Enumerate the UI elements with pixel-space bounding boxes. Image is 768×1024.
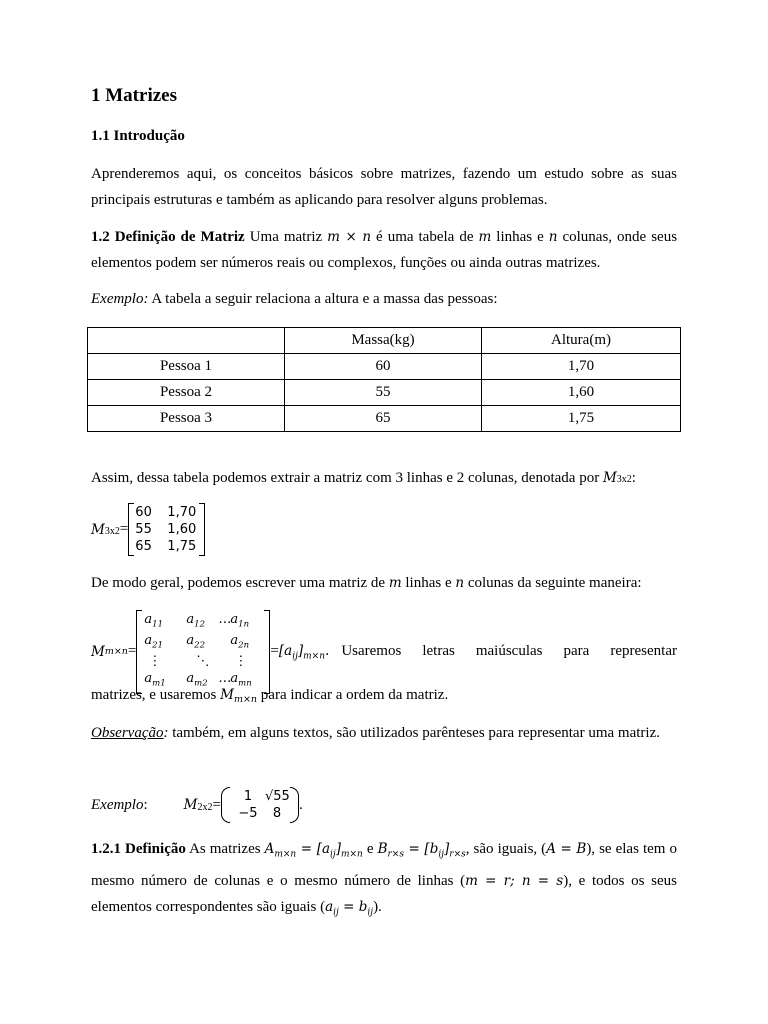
table-cell: 55 — [285, 380, 482, 406]
definition-text-1: Uma matriz — [249, 229, 323, 245]
definition-text-4: colunas, onde seus elementos podem ser números reais ou complexos, funções ou ainda outras matrizes. — [91, 229, 678, 271]
matrix-symbol: M — [183, 797, 198, 813]
matrix-cell: −5 — [238, 806, 258, 821]
matrix-subscript: 3x2 — [104, 526, 120, 537]
table-header-row — [88, 328, 681, 354]
table-cell: Pessoa 1 — [88, 354, 285, 380]
right-bracket — [264, 610, 270, 694]
n-symbol: n — [455, 575, 465, 591]
matrix-cells — [231, 788, 289, 822]
vertical-dots: ⋮ — [234, 654, 248, 670]
table-header-cell: Altura(m) — [482, 328, 681, 354]
dimension-symbol: m × n — [327, 229, 372, 245]
matrix-cells — [135, 504, 197, 555]
matrix-subscript: m×n — [233, 694, 258, 705]
table-header-cell: Massa(kg) — [285, 328, 482, 354]
intro-paragraph: Aprenderemos aqui, os conceitos básicos sobre matrizes, fazendo um estudo sobre as suas principais estruturas e também as aplicando para resolver alguns problemas. — [91, 166, 677, 208]
matrix-symbol: M — [91, 521, 105, 538]
subsection-title-text: Introdução — [113, 128, 185, 144]
example-label: Exemplo — [91, 796, 144, 813]
def121-text-3: , são iguais, ( — [465, 841, 547, 857]
matrix-cell: 65 — [135, 539, 152, 554]
matrix-cell: $a_{11}$ — [144, 612, 163, 630]
extract-text: Assim, dessa tabela podemos extrair a matriz com 3 linhas e 2 colunas, denotada por — [91, 470, 600, 486]
data-table — [87, 327, 681, 432]
table-header-cell — [88, 328, 285, 354]
observation-paragraph — [91, 720, 677, 746]
general-matrix-line — [91, 610, 677, 694]
element-equality: $a_{ij} = b_{ij}$ — [325, 898, 374, 918]
matrix-cell-empty — [218, 654, 230, 671]
example-2-line — [91, 787, 303, 823]
matrix-cell: 1,75 — [167, 539, 197, 554]
m-symbol: m — [478, 229, 492, 245]
order-paragraph — [91, 684, 448, 711]
table-cell: 1,75 — [482, 406, 681, 432]
table-row — [88, 406, 681, 432]
left-paren — [221, 787, 230, 823]
matrix-subscript: 2x2 — [197, 801, 213, 813]
table-row — [88, 354, 681, 380]
order-text-1: matrizes, e usaremos — [91, 687, 217, 703]
table-cell: 60 — [285, 354, 482, 380]
matrix-cell: 1,70 — [167, 505, 197, 520]
definition-text-2: é uma tabela de — [376, 229, 474, 245]
matrix-cell: √55 — [264, 789, 290, 804]
a-equals-b: A = B — [546, 841, 587, 857]
table-cell: Pessoa 3 — [88, 406, 285, 432]
order-text-2: para indicar a ordem da matriz. — [260, 687, 449, 703]
matrix-cell: 8 — [272, 806, 282, 821]
matrix-cell: $a_{mn}$ — [230, 670, 252, 689]
left-bracket — [136, 610, 142, 694]
matrix-subscript: 3x2 — [616, 474, 632, 485]
matrix-m2x2 — [221, 787, 299, 823]
dimension-condition: m = r; n = s — [465, 872, 564, 889]
general-text-3: colunas da seguinte maneira: — [467, 575, 642, 591]
diagonal-dots: ⋱ — [196, 654, 210, 670]
general-text-after: Usaremos letras maiúsculas para representar — [341, 643, 677, 660]
matrix-symbol: M — [91, 643, 105, 660]
matrix-cell-empty — [218, 633, 230, 654]
matrix-symbol: M — [220, 687, 234, 703]
matrix-cell: $a_{2n}$ — [230, 633, 250, 651]
def121-text-2: e — [366, 841, 374, 857]
example-text: A tabela a seguir relaciona a altura e a massa das pessoas: — [151, 291, 498, 307]
matrix-b-notation: $B_{r\times s} = [b_{ij}]_{r\times s}$ — [377, 841, 466, 860]
equals-sign: = — [270, 643, 279, 660]
matrix-subscript: m×n — [104, 646, 128, 658]
table-cell: 1,70 — [482, 354, 681, 380]
observation-label: Observação — [91, 725, 164, 741]
matrix-cell: $a_{1n}$ — [230, 612, 250, 630]
def121-text-5: ), e todos os seus elementos correspondentes são iguais ( — [91, 872, 677, 915]
equals-sign: = — [127, 643, 137, 660]
ellipsis: … — [218, 612, 232, 627]
matrix-cell: $a_{22}$ — [186, 633, 205, 651]
matrix-m3x2 — [128, 503, 205, 556]
table-cell: 65 — [285, 406, 482, 432]
subsection-number: 1.1 — [91, 128, 110, 144]
general-paragraph — [91, 572, 642, 594]
definition-121-paragraph — [91, 836, 677, 925]
n-symbol: n — [548, 229, 558, 245]
table-cell: 1,60 — [482, 380, 681, 406]
observation-text: também, em alguns textos, são utilizados parênteses para representar uma matriz. — [172, 725, 660, 741]
right-paren — [290, 787, 299, 823]
matrix-cell: $a_{12}$ — [186, 612, 205, 630]
right-bracket — [199, 503, 205, 556]
m-symbol: m — [388, 575, 402, 591]
section-title-text: Matrizes — [105, 85, 177, 106]
section-number: 1 — [91, 85, 101, 106]
colon: : — [631, 470, 636, 486]
subsection-title — [91, 126, 185, 146]
matrix-symbol: M — [602, 470, 617, 486]
def121-text-6: ). — [373, 898, 382, 915]
extract-paragraph — [91, 467, 636, 491]
period: . — [298, 796, 303, 813]
matrix-notation: $[a_{ij}]_{m\times n}$. — [278, 642, 330, 662]
section-title — [91, 84, 177, 108]
definition-121-label: 1.2.1 Definição — [91, 841, 186, 857]
example-1 — [91, 288, 498, 310]
matrix-cell: 55 — [135, 522, 152, 537]
equals-sign: = — [212, 796, 221, 813]
matrix-cell: 1 — [243, 789, 253, 804]
equals-sign: = — [119, 521, 129, 537]
definition-text-3: linhas e — [496, 229, 544, 245]
general-text-1: De modo geral, podemos escrever uma matriz de — [91, 575, 386, 591]
general-matrix — [136, 610, 270, 694]
general-text-2: linhas e — [405, 575, 452, 591]
matrix-cell: 1,60 — [167, 522, 197, 537]
def121-text-4: ), se elas tem o mesmo número de colunas e o mesmo número de linhas ( — [91, 841, 677, 889]
vertical-dots: ⋮ — [148, 654, 162, 670]
table-row — [88, 380, 681, 406]
left-bracket — [128, 503, 134, 556]
def121-text-1: As matrizes — [189, 841, 261, 857]
matrix-cells — [144, 612, 262, 692]
matrix-cell: $a_{m1}$ — [144, 670, 166, 689]
matrix-cell: 60 — [135, 505, 152, 520]
definition-label: 1.2 Definição de Matriz — [91, 229, 245, 245]
colon: : — [163, 725, 169, 741]
ellipsis: … — [218, 670, 232, 686]
matrix-cell: $a_{m2}$ — [186, 670, 208, 689]
matrix-cell: $a_{21}$ — [144, 633, 163, 651]
example-label: Exemplo: — [91, 291, 149, 307]
matrix-a-notation: $A_{m\times n} = [a_{ij}]_{m\times n}$ — [264, 841, 363, 860]
matrix-m3x2-line — [91, 503, 205, 556]
table-cell: Pessoa 2 — [88, 380, 285, 406]
colon: : — [143, 796, 148, 813]
definition-paragraph — [91, 224, 677, 276]
